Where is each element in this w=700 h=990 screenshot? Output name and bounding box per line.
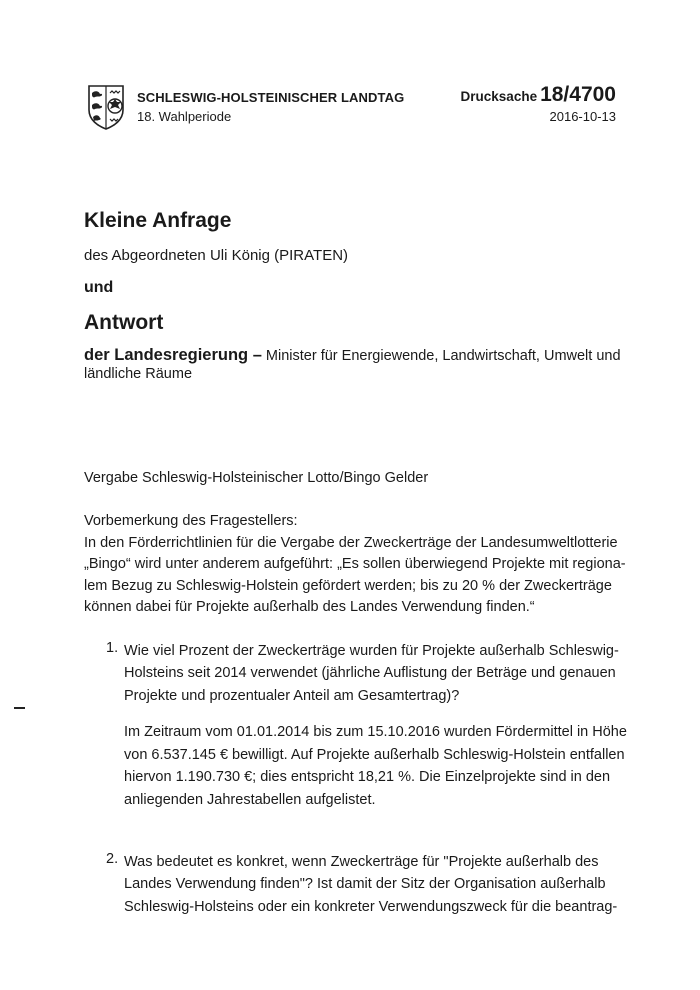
document-subject: Vergabe Schleswig-Holsteinischer Lotto/Bingo Gelder (84, 470, 429, 486)
und-label: und (84, 279, 114, 296)
answer-line: von 6.537.145 € bewilligt. Auf Projekte außerhalb Schleswig-Holstein entfallen (124, 746, 625, 763)
drucksache-number: 18/4700 (540, 83, 616, 106)
question-text (124, 851, 619, 918)
question-text (124, 640, 619, 707)
preamble-line: lem Bezug zu Schleswig-Holstein gefördert werden; bis zu 20 % der Zweckerträge (84, 577, 612, 594)
answer-line: hiervon 1.190.730 €; dies entspricht 18,21 %. Die Einzelprojekte sind in den (124, 769, 611, 785)
drucksache-label: Drucksache (460, 89, 538, 104)
preamble-line: „Bingo“ wird unter anderem aufgeführt: „Es sollen überwiegend Projekte mit regiona- (84, 556, 626, 572)
question-line: Schleswig-Holsteins oder ein konkreter Verwendungszweck für die beantrag- (124, 898, 618, 915)
responder-bold: der Landesregierung – (84, 346, 262, 364)
preamble-line: In den Förderrichtlinien für die Vergabe der Zweckerträge der Landesumweltlotterie (84, 534, 618, 551)
author-line: des Abgeordneten Uli König (PIRATEN) (84, 247, 349, 264)
drucksache-reference (461, 83, 616, 107)
title-antwort: Antwort (84, 311, 164, 334)
responder-line (84, 346, 621, 365)
question-line: Landes Verwendung finden"? Ist damit der Sitz der Organisation außerhalb (124, 876, 606, 893)
answer-line: anliegenden Jahrestabellen aufgelistet. (124, 791, 376, 808)
preamble-line: können dabei für Projekte außerhalb des Landes Verwendung finden.“ (84, 599, 535, 615)
question-number: 1. (106, 640, 119, 656)
margin-mark (14, 707, 25, 709)
institution-name: SCHLESWIG-HOLSTEINISCHER LANDTAG (137, 90, 405, 105)
title-kleine-anfrage: Kleine Anfrage (84, 209, 232, 232)
answer-text (124, 721, 629, 811)
question-line: Holsteins seit 2014 verwendet (jährliche Auflistung der Beträge und genauen (124, 665, 616, 682)
question-number: 2. (106, 851, 119, 867)
question-line: Wie viel Prozent der Zweckerträge wurden für Projekte außerhalb Schleswig- (124, 643, 619, 659)
responder-ministry: Minister für Energiewende, Landwirtschaft, Umwelt und (265, 348, 621, 364)
answer-line: Im Zeitraum vom 01.01.2014 bis zum 15.10.2016 wurden Fördermittel in Höhe (124, 724, 627, 740)
preamble (84, 511, 629, 619)
question-line: Projekte und prozentualer Anteil am Gesamtertrag)? (124, 687, 460, 704)
document-date: 2016-10-13 (549, 109, 616, 124)
responder-ministry-cont: ländliche Räume (84, 366, 193, 382)
preamble-heading: Vorbemerkung des Fragestellers: (84, 513, 298, 529)
coat-of-arms-logo (86, 84, 126, 130)
question-line: Was bedeutet es konkret, wenn Zweckerträge für "Projekte außerhalb des (124, 854, 599, 870)
legislative-period: 18. Wahlperiode (137, 109, 232, 124)
